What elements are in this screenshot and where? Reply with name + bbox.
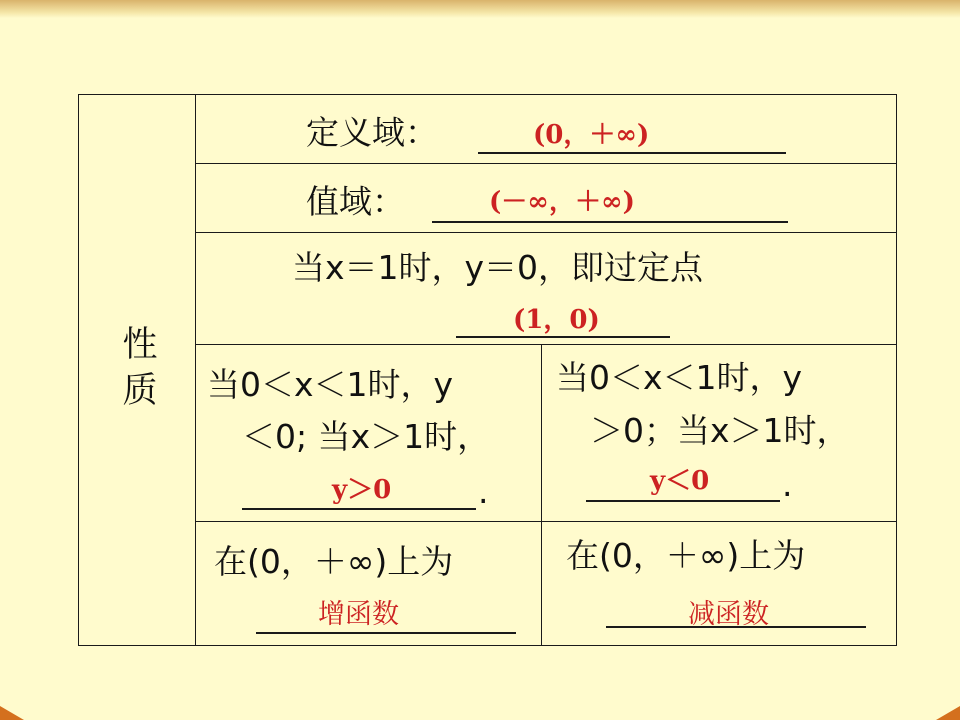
top-decoration xyxy=(0,0,960,18)
sign-left-end: . xyxy=(478,472,489,511)
domain-label: 定义域： xyxy=(306,113,438,152)
domain-answer: (0，＋∞) xyxy=(533,120,650,150)
mono-left-answer: 增函数 xyxy=(318,599,399,630)
table-border xyxy=(195,521,897,522)
sign-left-blank xyxy=(242,508,476,510)
table-border xyxy=(541,344,542,646)
mono-left-text: 在(0，＋∞)上为 xyxy=(214,542,454,581)
table-border xyxy=(195,94,196,646)
mono-right-answer: 减函数 xyxy=(688,599,769,630)
table-border xyxy=(896,94,897,646)
mono-left-blank xyxy=(256,632,516,634)
table-border xyxy=(195,232,897,233)
table-border xyxy=(78,645,897,646)
sign-left-line2: ＜0; 当x＞1时， xyxy=(242,417,491,456)
sign-left-line1: 当0＜x＜1时，y xyxy=(207,365,454,404)
sign-right-answer: y＜0 xyxy=(650,466,710,496)
table-border xyxy=(78,94,897,95)
row-label-char: 性 xyxy=(122,325,158,365)
table-border xyxy=(195,344,897,345)
range-label: 值域： xyxy=(306,182,405,221)
fixed-point-blank xyxy=(456,336,670,338)
fixed-point-answer: (1，0) xyxy=(513,305,600,335)
sign-right-line1: 当0＜x＜1时，y xyxy=(556,358,803,397)
sign-right-blank xyxy=(586,500,780,502)
sign-right-end: . xyxy=(782,465,793,504)
sign-left-answer: y＞0 xyxy=(332,475,392,505)
row-label-char: 质 xyxy=(122,371,158,411)
range-blank xyxy=(432,221,788,223)
range-answer: (－∞，＋∞) xyxy=(489,187,635,217)
mono-right-text: 在(0，＋∞)上为 xyxy=(566,536,806,575)
corner-decoration xyxy=(936,706,960,720)
table-border xyxy=(195,163,897,164)
domain-blank xyxy=(478,152,786,154)
table-border xyxy=(78,94,79,646)
corner-decoration xyxy=(0,706,24,720)
sign-right-line2: ＞0；当x＞1时， xyxy=(590,411,850,450)
row-label xyxy=(112,322,168,414)
fixed-point-text: 当x＝1时，y＝0，即过定点 xyxy=(292,248,704,287)
